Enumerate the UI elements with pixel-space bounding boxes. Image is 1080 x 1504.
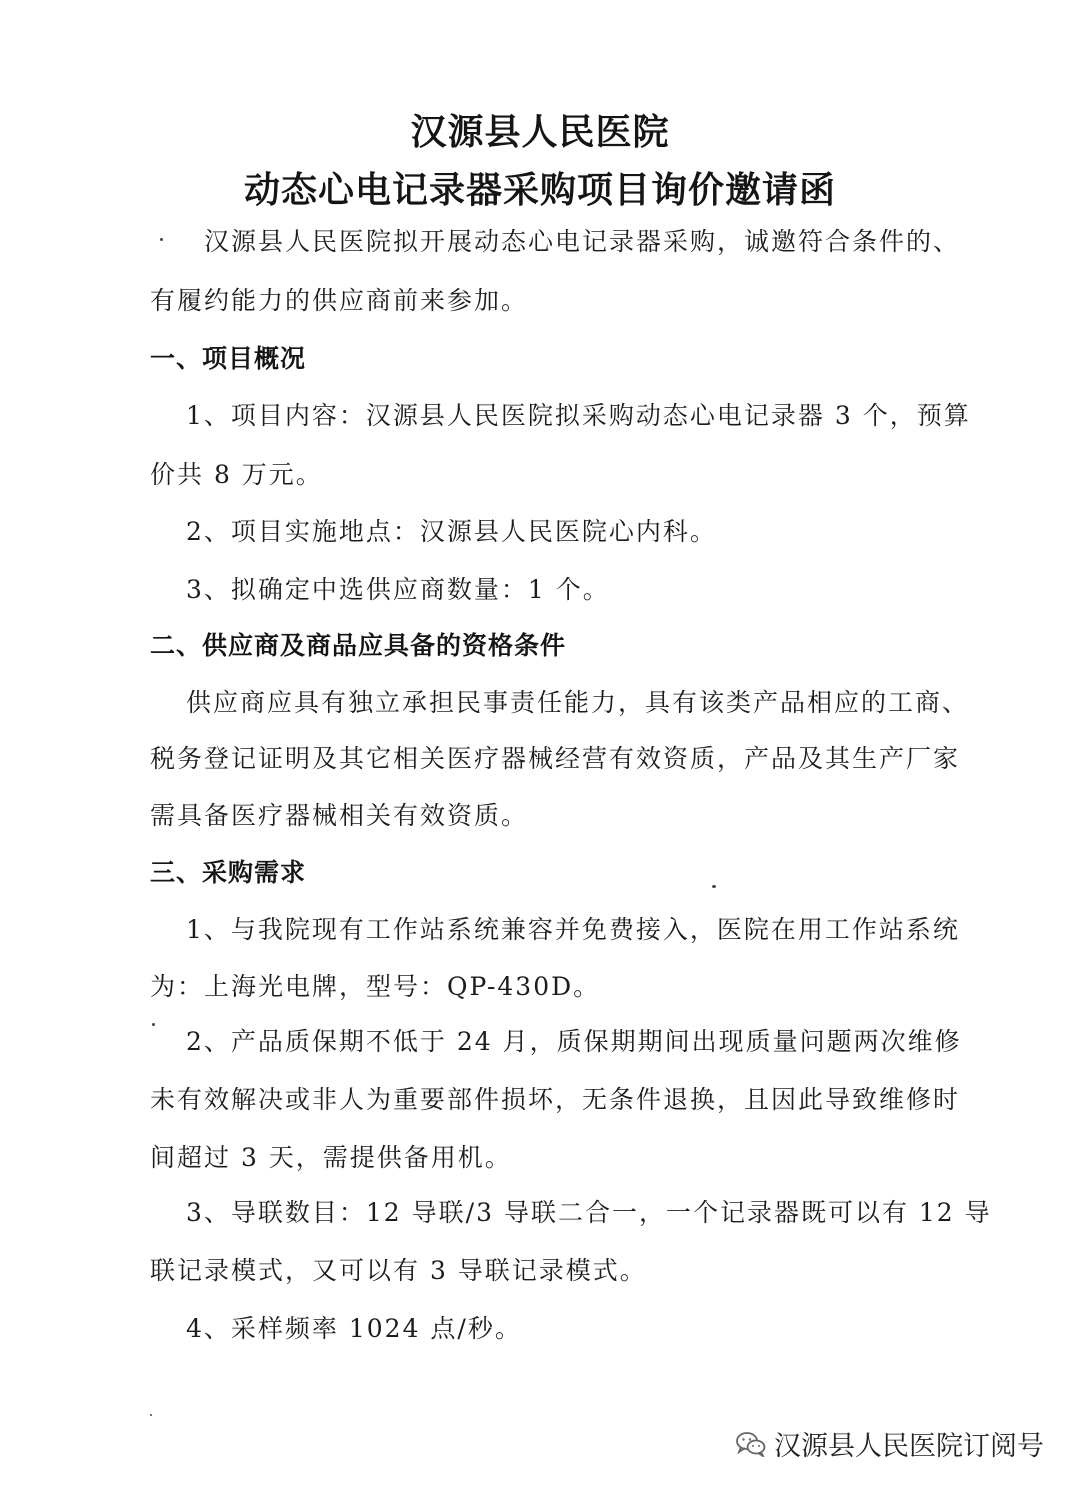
document-title: 汉源县人民医院 — [410, 112, 670, 153]
watermark — [736, 1424, 1044, 1463]
section-1-heading: 一、项目概况 — [150, 344, 307, 373]
intro-line-1: 汉源县人民医院拟开展动态心电记录器采购，诚邀符合条件的、 — [204, 227, 961, 256]
scan-speck — [160, 238, 163, 241]
section-3-item-3-line-1: 3、导联数目：12 导联/3 导联二合一，一个记录器既可以有 12 导 — [186, 1198, 992, 1227]
section-3-item-2-line-1: 2、产品质保期不低于 24 月，质保期期间出现质量问题两次维修 — [186, 1027, 962, 1056]
section-1-item-1-line-2: 价共 8 万元。 — [150, 460, 323, 489]
section-1-item-1-line-1: 1、项目内容：汉源县人民医院拟采购动态心电记录器 3 个，预算 — [186, 401, 971, 430]
section-3-item-1-line-2: 为：上海光电牌，型号：QP-430D。 — [150, 972, 601, 1001]
section-2-line-3: 需具备医疗器械相关有效资质。 — [150, 801, 529, 830]
section-3-item-2-line-2: 未有效解决或非人为重要部件损坏，无条件退换，且因此导致维修时 — [150, 1085, 961, 1114]
section-2-heading: 二、供应商及商品应具备的资格条件 — [150, 631, 567, 660]
section-1-item-2: 2、项目实施地点：汉源县人民医院心内科。 — [186, 517, 717, 546]
scan-speck — [152, 1023, 155, 1026]
scan-speck — [712, 885, 716, 888]
section-3-item-3-line-2: 联记录模式，又可以有 3 导联记录模式。 — [150, 1256, 647, 1285]
document-subtitle: 动态心电记录器采购项目询价邀请函 — [243, 170, 836, 211]
watermark-label: 汉源县人民医院订阅号 — [774, 1431, 1044, 1462]
section-3-item-1-line-1: 1、与我院现有工作站系统兼容并免费接入，医院在用工作站系统 — [186, 915, 960, 944]
wechat-icon — [736, 1431, 766, 1457]
intro-line-2: 有履约能力的供应商前来参加。 — [150, 286, 529, 315]
scan-speck — [150, 1414, 152, 1416]
section-3-item-2-line-3: 间超过 3 天，需提供备用机。 — [150, 1143, 512, 1172]
section-3-item-4: 4、采样频率 1024 点/秒。 — [186, 1314, 522, 1343]
section-1-item-3: 3、拟确定中选供应商数量：1 个。 — [186, 575, 610, 604]
section-2-line-2: 税务登记证明及其它相关医疗器械经营有效资质，产品及其生产厂家 — [150, 744, 961, 773]
section-3-heading: 三、采购需求 — [150, 858, 307, 887]
section-2-line-1: 供应商应具有独立承担民事责任能力，具有该类产品相应的工商、 — [186, 688, 970, 717]
